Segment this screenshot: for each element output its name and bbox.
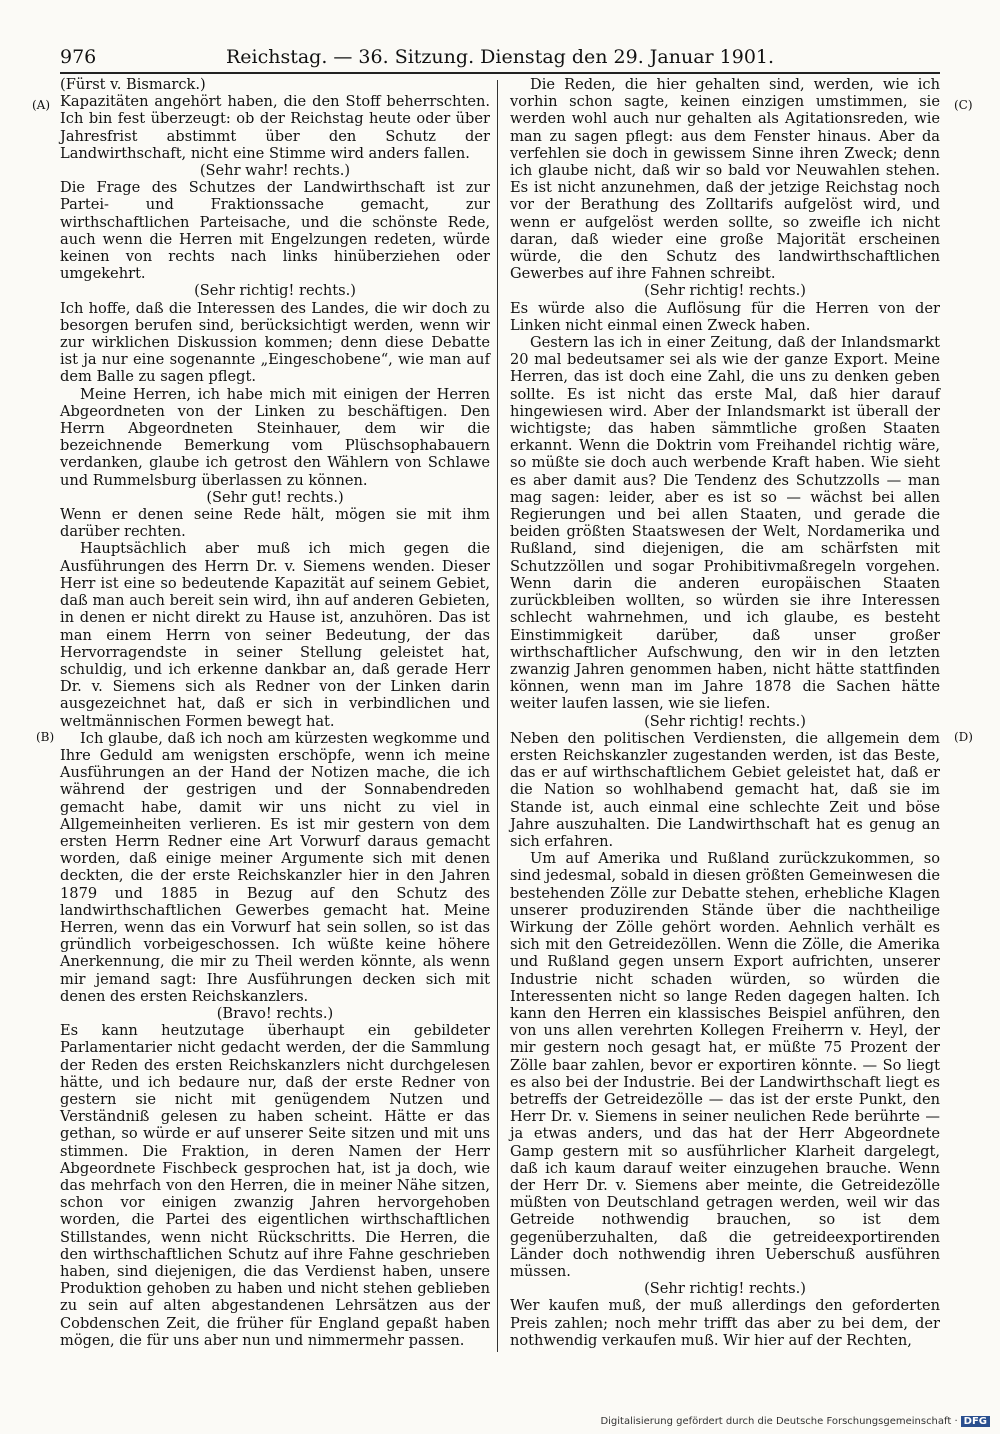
interjection: (Bravo! rechts.)	[216, 1004, 334, 1022]
right-column	[510, 76, 940, 1349]
footer-credit	[600, 1416, 990, 1427]
margin-marker-b: (B)	[36, 730, 55, 744]
paragraph: Meine Herren, ich habe mich mit einigen der Herren Abgeordneten von der Linken zu beschäftigen. Den Herrn Abgeordneten Steinhauer, dem wir die bezeichnende Bemerkung vom Plüschsophabauern verdanken, glaube ich getrost den Wählern von Schlawe und Rummelsburg überlassen zu können.	[60, 385, 490, 489]
paragraph: Wenn er denen seine Rede hält, mögen sie mit ihm darüber rechten.	[60, 506, 490, 541]
left-column	[60, 76, 490, 1349]
footer-text: Digitalisierung gefördert durch die Deutsche Forschungsgemeinschaft ·	[600, 1416, 958, 1427]
interjection: (Sehr richtig! rechts.)	[644, 282, 806, 300]
paragraph: Um auf Amerika und Rußland zurückzukommen, so sind jedesmal, sobald in diesen größten Gemeinwesen die bestehenden Zölle zur Debatte stehen, erhebliche Klagen unserer produzirenden Stände über die nachtheilige Wirkung der Zölle gehört worden. Aehnlich verhält es sich mit den Getreidezöllen. Wenn die Zölle, die Amerika und Rußland gegen unsern Export aufrichten, unserer Industrie nicht schaden würden, so würden die Interessenten nicht so lange Reden dagegen halten. Ich kann den Herren ein klassisches Beispiel anführen, den von uns allen verehrten Kollegen Freiherrn v. Heyl, der mir gestern noch gesagt hat, er müßte 75 Prozent der Zölle baar zahlen, bevor er exportiren könnte. — So liegt es also bei der Industrie. Bei der Landwirthschaft liegt es betreffs der Getreidezölle — das ist der erste Punkt, den Herr Dr. v. Siemens in seiner neulichen Rede berührte — ja etwas anders, und das hat der Herr Abgeordnete Gamp gestern mit so ausführlicher Klarheit dargelegt, daß ich kaum darauf weiter einzugehen brauche. Wenn der Herr Dr. v. Siemens aber meinte, die Getreidezölle müßten von Deutschland getragen werden, weil wir das Getreide nothwendig brauchen, so ist dem gegenüberzuhalten, daß die getreideexportirenden Länder doch nothwendig ihren Ueberschuß ausführen müssen.	[510, 850, 940, 1281]
page-number: 976	[60, 46, 97, 68]
paragraph: Neben den politischen Verdiensten, die allgemein dem ersten Reichskanzler zugestanden werden, ist das Beste, das er auf wirthschaftlichem Gebiet geleistet hat, daß er die Nation so wohlhabend gemacht hat, daß sie im Stande ist, auch einmal eine schlechte Zeit und böse Jahre auszuhalten. Die Landwirthschaft hat es genug an sich erfahren.	[510, 729, 940, 850]
margin-marker-d: (D)	[954, 730, 973, 744]
interjection: (Sehr richtig! rechts.)	[644, 712, 806, 730]
paragraph: Gestern las ich in einer Zeitung, daß der Inlandsmarkt 20 mal bedeutsamer sei als wie der ganze Export. Meine Herren, das ist doch eine Zahl, die uns zu denken geben sollte. Es ist nicht das erste Mal, daß hier darauf hingewiesen wird. Aber der Inlandsmarkt ist überall der wichtigste; das haben sämmtliche großen Staaten erkannt. Wenn die Doktrin vom Freihandel richtig wäre, so müßte sie doch auch werbende Kraft haben. Wie sieht es aber damit aus? Die Tendenz des Schutzzolls — man mag sagen: leider, aber es ist so — wächst bei allen Regierungen und bei allen Staaten, und gerade die beiden größten Staatswesen der Welt, Nordamerika und Rußland, sind diejenigen, die am schärfsten mit Schutzzöllen und sogar Prohibitivmaßregeln vorgehen. Wenn darin die anderen europäischen Staaten zurückbleiben wollten, so würden sie ihre Interessen schlecht wahrnehmen, und ich glaube, es besteht Einstimmigkeit darüber, daß unser großer wirthschaftlicher Aufschwung, den wir in den letzten zwanzig Jahren genommen haben, nicht hätte stattfinden können, wenn man im Jahre 1878 die Sachen hätte weiter laufen lassen, wie sie liefen.	[510, 334, 940, 713]
interjection: (Sehr gut! rechts.)	[206, 488, 344, 506]
dfg-logo: DFG	[961, 1416, 990, 1427]
interjection: (Sehr richtig! rechts.)	[644, 1280, 806, 1298]
page-title: Reichstag. — 36. Sitzung. Dienstag den 29. Januar 1901.	[225, 46, 775, 68]
column-divider	[497, 80, 498, 1352]
paragraph: Hauptsächlich aber muß ich mich gegen die Ausführungen des Herrn Dr. v. Siemens wenden. Dieser Herr ist eine so bedeutende Kapazität auf seinem Gebiet, daß man auch bereit sein wird, ihn auf anderen Gebieten, in denen er nicht direkt zu Hause ist, anzuhören. Das ist man einem Herrn von seiner Bedeutung, der das Hervorragendste in seiner Stellung geleistet hat, schuldig, und ich erkenne dankbar an, daß gerade Herr Dr. v. Siemens sich als Redner von der Linken darin ausgezeichnet hat, daß er sich in verbindlichen und weltmännischen Formen bewegt hat.	[60, 540, 490, 730]
paragraph: Die Frage des Schutzes der Landwirthschaft ist zur Partei- und Fraktionssache gemacht, zur wirthschaftlichen Parteisache, und die schönste Rede, auch wenn die Herren mit Engelzungen redeten, würde keinen von rechts nach links hinüberziehen oder umgekehrt.	[60, 179, 490, 283]
running-header	[60, 46, 940, 68]
margin-marker-c: (C)	[954, 98, 973, 112]
interjection: (Sehr richtig! rechts.)	[194, 282, 356, 300]
paragraph: Es kann heutzutage überhaupt ein gebildeter Parlamentarier nicht gedacht werden, der die Sammlung der Reden des ersten Reichskanzlers nicht durchgelesen hätte, und ich bedaure nur, daß der erste Redner von gestern sie nicht mit genügendem Nutzen und Verständniß gelesen zu haben scheint. Hätte er das gethan, so würde er auf unserer Seite sitzen und mit uns stimmen. Die Fraktion, in deren Namen der Herr Abgeordnete Fischbeck gesprochen hat, ist ja doch, wie das mehrfach von den Herren, die in meiner Nähe sitzen, schon vor einigen zwanzig Jahren hervorgehoben worden, die Partei des eigentlichen wirthschaftlichen Stillstandes, wenn nicht Rückschritts. Die Herren, die den wirthschaftlichen Schutz auf ihre Fahne geschrieben haben, sind diejenigen, die das Verdienst haben, unsere Produktion gehoben zu haben und nicht stehen geblieben zu sein auf alten abgestandenen Lehrsätzen aus der Cobdenschen Zeit, die früher für England gepaßt haben mögen, die für uns aber nun und nimmermehr passen.	[60, 1022, 490, 1349]
paragraph: Ich hoffe, daß die Interessen des Landes, die wir doch zu besorgen berufen sind, berücksichtigt werden, wenn wir zur wirklichen Diskussion kommen; denn diese Debatte ist ja nur eine sogenannte „Eingeschobene“, wie man auf dem Balle zu sagen pflegt.	[60, 299, 490, 386]
header-rule	[60, 72, 940, 74]
speaker-label: (Fürst v. Bismarck.)	[60, 76, 206, 93]
paragraph: Die Reden, die hier gehalten sind, werden, wie ich vorhin schon sagte, keinen einzigen umstimmen, sie werden wohl auch nur gehalten als Agitationsreden, wie man zu sagen pflegt: aus dem Fenster hinaus. Aber da verfehlen sie doch in gewissem Sinne ihren Zweck; denn ich glaube nicht, daß wir so bald vor Neuwahlen stehen. Es ist nicht anzunehmen, daß der jetzige Reichstag noch vor der Berathung des Zolltarifs aufgelöst wird, und wenn er aufgelöst werden sollte, so zweifle ich nicht daran, daß wieder eine große Majorität erscheinen würde, die den Schutz des landwirthschaftlichen Gewerbes auf ihre Fahnen schreibt.	[510, 76, 940, 283]
paragraph: Kapazitäten angehört haben, die den Stoff beherrschten. Ich bin fest überzeugt: ob der Reichstag heute oder über Jahresfrist abstimmt über den Schutz der Landwirthschaft, nicht eine Stimme wird anders fallen.	[60, 93, 490, 162]
paragraph: Ich glaube, daß ich noch am kürzesten wegkomme und Ihre Geduld am wenigsten erschöpfe, wenn ich meine Ausführungen an der Hand der Notizen mache, die ich während der gestrigen und der Sonnabendreden gemacht habe, damit wir uns nicht zu viel in Allgemeinheiten verlieren. Es ist mir gestern von dem ersten Herrn Redner eine Art Vorwurf daraus gemacht worden, daß einige meiner Argumente sich mit denen deckten, die der erste Reichskanzler hier in den Jahren 1879 und 1885 in Bezug auf den Schutz des landwirthschaftlichen Gewerbes gemacht hat. Meine Herren, wenn das ein Vorwurf hat sein sollen, so ist das gründlich vorbeigeschossen. Ich wüßte keine höhere Anerkennung, die mir zu Theil werden könnte, als wenn mir jemand sagt: Ihre Ausführungen decken sich mit denen des ersten Reichskanzlers.	[60, 729, 490, 1005]
interjection: (Sehr wahr! rechts.)	[199, 162, 351, 180]
paragraph: Es würde also die Auflösung für die Herren von der Linken nicht einmal einen Zweck haben.	[510, 299, 940, 334]
margin-marker-a: (A)	[32, 98, 51, 112]
paragraph: Wer kaufen muß, der muß allerdings den geforderten Preis zahlen; noch mehr trifft das aber zu bei dem, der nothwendig verkaufen muß. Wir hier auf der Rechten,	[510, 1297, 940, 1349]
